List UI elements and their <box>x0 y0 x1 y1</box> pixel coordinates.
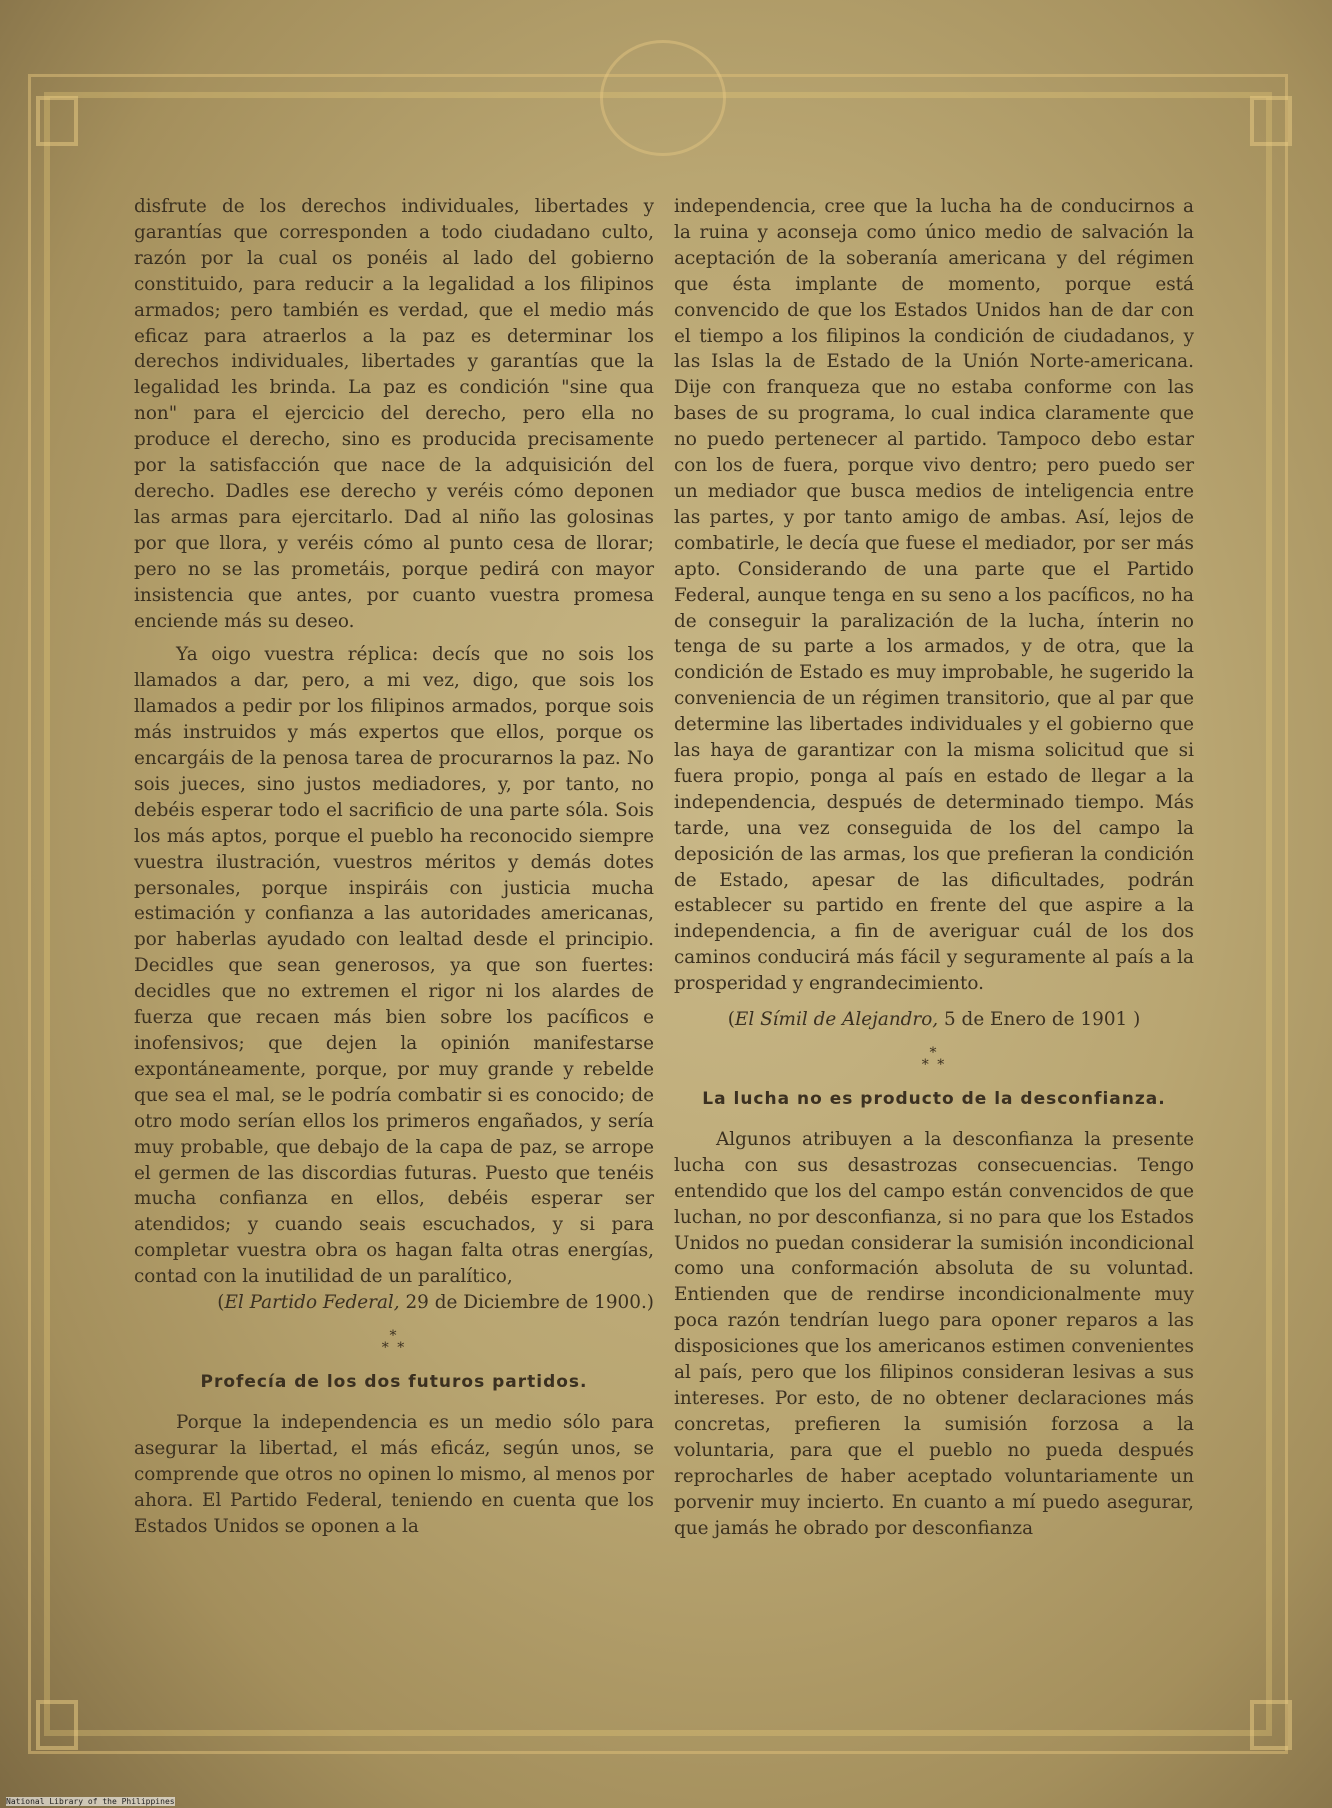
corner-ornament-top-left <box>36 96 78 146</box>
right-source-citation: (El Símil de Alejandro, 5 de Enero de 1901 ) <box>727 1009 1141 1031</box>
left-source-date: 29 de Diciembre de 1900.) <box>399 1292 654 1314</box>
right-section-heading: La lucha no es producto de la desconfianza. <box>702 1089 1166 1109</box>
corner-ornament-bottom-right <box>1250 1700 1292 1750</box>
left-asterism-divider: * * * <box>381 1327 407 1356</box>
right-paragraph-1: independencia, cree que la lucha ha de conducirnos a la ruina y aconseja como único medio de salvación la aceptación de la soberanía americana y del régimen que ésta implante de momento, porque está convencido de que los Estados Unidos han de dar con el tiempo a los filipinos la condición de ciudadanos, y las Islas la de Estado de la Unión Norte-americana. Dije con franqueza que no estaba conforme con las bases de su programa, lo cual indica claramente que no puedo pertenecer al partido. Tampoco debo estar con los de fuera, porque vivo dentro; pero puedo ser un mediador que busca medios de inteligencia entre las partes, y por tanto amigo de ambas. Así, lejos de combatirle, le decía que fuese el mediador, por ser más apto. Considerando de una parte que el Partido Federal, aunque tenga en su seno a los pacíficos, no ha de conseguir la paralización de la lucha, ínterin no tenga de su parte a los armados, y de otra, que la condición de Estado es muy improbable, he sugerido la conveniencia de un régimen transitorio, que al par que determine las libertades individuales y el gobierno que las haya de garantizar con la misma solicitud que si fuera propio, ponga al país en estado de llegar a la independencia, después de determinado tiempo. Más tarde, una vez conseguida de los del campo la deposición de las armas, los que prefieran la condición de Estado, apesar de las dificultades, podrán establecer su partido en frente del que aspire a la independencia, a fin de averiguar cuál de los dos caminos conducirá más fácil y seguramente al país a la prosperidad y engrandecimiento. <box>674 196 1194 995</box>
left-paragraph-3: Porque la independencia es un medio sólo para asegurar la libertad, el más eficáz, según unos, se comprende que otros no opinen lo mismo, al menos por ahora. El Partido Federal, teniendo en cuenta que los Estados Unidos se oponen a la <box>134 1411 654 1537</box>
right-paragraph-2: Algunos atribuyen a la desconfianza la presente lucha con sus desastrozas consecuencias. Tengo entendido que los del campo están convencidos de que luchan, no por desconfianza, si no para que los Estados Unidos no puedan considerar la sumisión incondicional como una conformación absoluta de su voluntad. Entienden que de rendirse incondicionalmente muy poca razón tendrían luego para oponer reparos a las disposiciones que los americanos estimen convenientes al país, pero que los filipinos consideran lesivas a sus intereses. Por esto, de no obtener declaraciones más concretas, prefieren la sumisión forzosa a la voluntaria, para que el pueblo no pueda después reprocharles de haber aceptado voluntariamente un porvenir muy incierto. En cuanto a mí puedo asegurar, que jamás he obrado por desconfianza <box>674 1128 1194 1539</box>
right-source-publication: El Símil de Alejandro, <box>734 1009 939 1031</box>
library-credit-footer: National Library of the Philippines <box>6 1797 175 1806</box>
left-paragraph-1: disfrute de los derechos individuales, libertades y garantías que corresponden a todo ciudadano culto, razón por la cual os ponéis al lado del gobierno constituido, para reducir a la legalidad a los filipinos armados; pero también es verdad, que el medio más eficaz para atraerlos a la paz es determinar los derechos individuales, libertades y garantías que la legalidad les brinda. La paz es condición "sine qua non" para el ejercicio del derecho, pero ella no produce el derecho, sino es producida precisamente por la satisfacción que nace de la adquisición del derecho. Dadles ese derecho y veréis cómo deponen las armas para ejercitarlo. Dad al niño las golosinas por que llora, y veréis cómo al punto cesa de llorar; pero no se las prometáis, porque pedirá con mayor insistencia que antes, por cuanto vuestra promesa enciende más su deseo. <box>134 196 654 632</box>
left-source-citation: (El Partido Federal, 29 de Diciembre de 1900.) <box>217 1292 654 1314</box>
left-paragraph-2: Ya oigo vuestra réplica: decís que no sois los llamados a dar, pero, a mi vez, digo, que sois los llamados a pedir por los filipinos armados, porque sois más instruidos y más expertos que ellos, porque os encargáis de la penosa tarea de procurarnos la paz. No sois jueces, sino justos mediadores, y, por tanto, no debéis esperar todo el sacrificio de una parte sóla. Sois los más aptos, porque el pueblo ha reconocido siempre vuestra ilustración, vuestros méritos y demás dotes personales, porque inspiráis con justicia mucha estimación y confianza a las autoridades americanas, por haberlas ayudado con lealtad desde el principio. Decidles que sean generosos, ya que son fuertes: decidles que no extremen el rigor ni los alardes de fuerza que recaen más bien sobre los pacíficos e inofensivos; que dejen la opinión manifestarse expontáneamente, porque, por muy grande y rebelde que sea el mal, se le podría combatir si es conocido; de otro modo serían ellos los primeros engañados, y sería muy probable, que debajo de la capa de paz, se arrope el germen de las discordias futuras. Puesto que tenéis mucha confianza en ellos, debéis esperar ser atendidos; y cuando seais escuchados, y si para completar vuestra obra os hagan falta otras energías, contad con la inutilidad de un paralítico, <box>134 644 654 1288</box>
right-asterism-divider: * * * <box>921 1045 947 1073</box>
left-text-column <box>134 194 654 1539</box>
top-medallion-ornament <box>600 40 726 156</box>
right-text-column <box>674 194 1194 1541</box>
left-section-heading: Profecía de los dos futuros partidos. <box>200 1371 588 1392</box>
corner-ornament-bottom-left <box>36 1700 78 1750</box>
right-source-date: 5 de Enero de 1901 ) <box>938 1009 1141 1031</box>
left-source-publication: El Partido Federal, <box>224 1292 400 1314</box>
corner-ornament-top-right <box>1250 96 1292 146</box>
